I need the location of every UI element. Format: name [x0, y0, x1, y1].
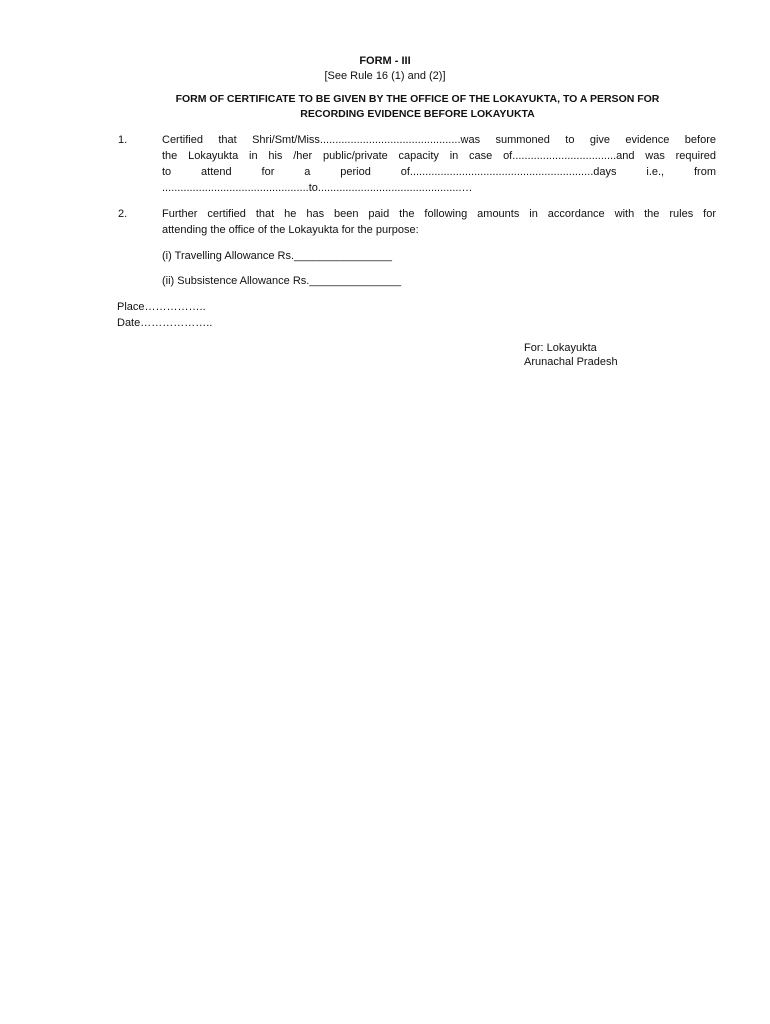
date-field: Date………………..: [117, 317, 213, 329]
place-field: Place……………..: [117, 301, 206, 313]
signature-state: Arunachal Pradesh: [524, 356, 618, 368]
item-1-line-2: the Lokayukta in his /her public/private capacity in case of..................................and was required: [162, 150, 716, 162]
item-2-line-2: attending the office of the Lokayukta for the purpose:: [162, 224, 419, 236]
form-number: FORM - III: [359, 55, 411, 67]
subsistence-allowance: (ii) Subsistence Allowance Rs._______________: [162, 275, 402, 287]
item-2-number: 2.: [118, 208, 128, 220]
item-1-text: [162, 132, 716, 196]
certificate-title-line-2: RECORDING EVIDENCE BEFORE LOKAYUKTA: [300, 108, 535, 120]
item-1-line-4: ................................................to...............................................…: [162, 182, 473, 194]
certificate-title-line-1: FORM OF CERTIFICATE TO BE GIVEN BY THE OFFICE OF THE LOKAYUKTA, TO A PERSON FOR: [175, 93, 660, 105]
item-1-line-1: Certified that Shri/Smt/Miss..............................................was summoned to give evidence before: [162, 134, 716, 146]
item-2-text: [162, 206, 716, 238]
travelling-allowance: (i) Travelling Allowance Rs.________________: [162, 250, 392, 262]
rule-reference: [See Rule 16 (1) and (2)]: [324, 70, 446, 82]
signature-for: For: Lokayukta: [524, 342, 597, 354]
item-2-line-1: Further certified that he has been paid the following amounts in accordance with the rules for: [162, 208, 716, 220]
item-1-number: 1.: [118, 134, 128, 146]
item-1-line-3: to attend for a period of............................................................days i.e., from: [162, 166, 716, 178]
